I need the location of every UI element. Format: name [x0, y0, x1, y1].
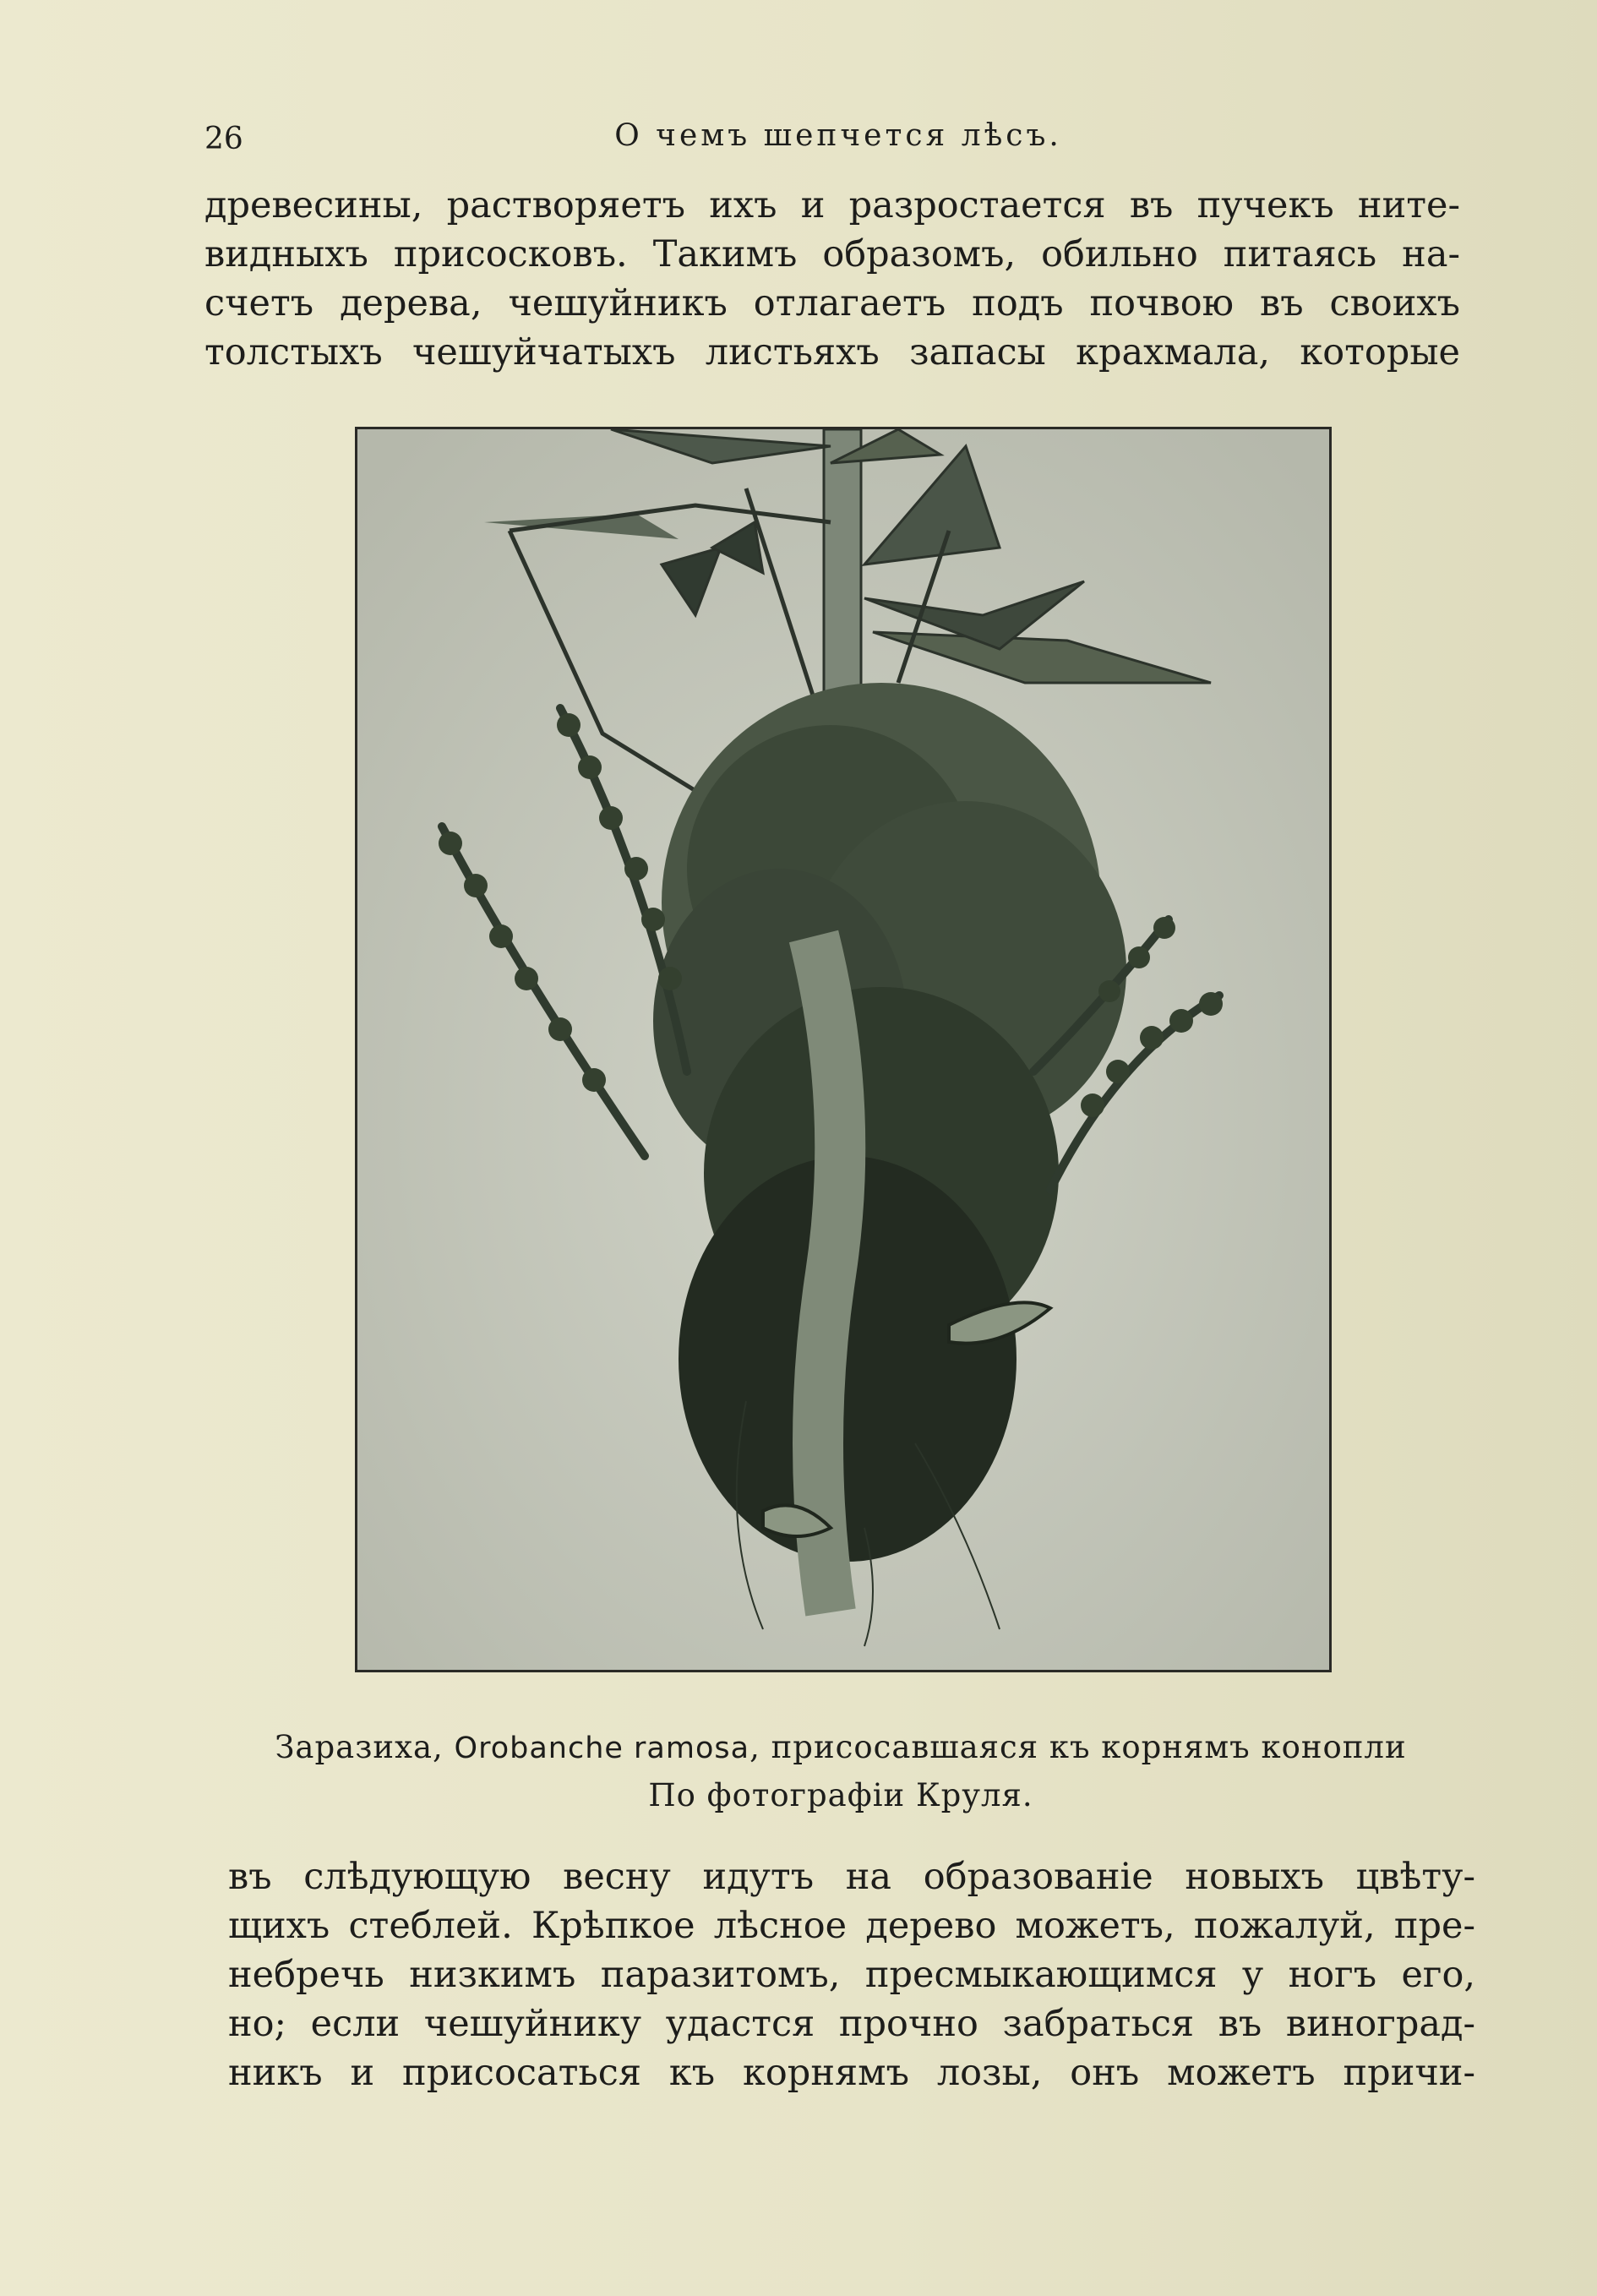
body-text-bottom	[228, 1852, 1475, 2097]
page-number: 26	[204, 122, 243, 156]
text-line: въ слѣдующую весну идутъ на образованіе новыхъ цвѣту-	[228, 1856, 1475, 1898]
figure-caption	[215, 1724, 1466, 1819]
body-text-top	[204, 181, 1460, 377]
caption-credit: По фотографіи Круля.	[648, 1777, 1033, 1813]
page-header	[204, 118, 1472, 166]
orobanche-illustration	[357, 429, 1329, 1670]
running-title: О чемъ шепчется лѣсъ.	[614, 118, 1062, 153]
text-line: никъ и присосаться къ корнямъ лозы, онъ можетъ причи-	[228, 2052, 1475, 2094]
text-line: счетъ дерева, чешуйникъ отлагаетъ подъ почвою въ своихъ	[204, 282, 1460, 324]
text-line: щихъ стеблей. Крѣпкое лѣсное дерево можетъ, пожалуй, пре-	[228, 1905, 1475, 1947]
caption-latin-name: Orobanche ramosa	[454, 1732, 750, 1765]
text-line: видныхъ присосковъ. Такимъ образомъ, обильно питаясь на-	[204, 233, 1460, 275]
caption-line	[215, 1724, 1466, 1772]
text-line: толстыхъ чешуйчатыхъ листьяхъ запасы крахмала, которые	[204, 331, 1460, 374]
plant-photograph	[355, 427, 1332, 1672]
text-line: но; если чешуйнику удастся прочно забраться въ виноград-	[228, 2003, 1475, 2045]
caption-suffix: , присосавшаяся къ корнямъ конопли	[749, 1729, 1407, 1765]
text-line: небречь низкимъ паразитомъ, пресмыкающимся у ногъ его,	[228, 1954, 1475, 1996]
caption-prefix: Заразиха,	[275, 1729, 455, 1765]
text-line: древесины, растворяетъ ихъ и разростается въ пучекъ ните-	[204, 184, 1460, 226]
